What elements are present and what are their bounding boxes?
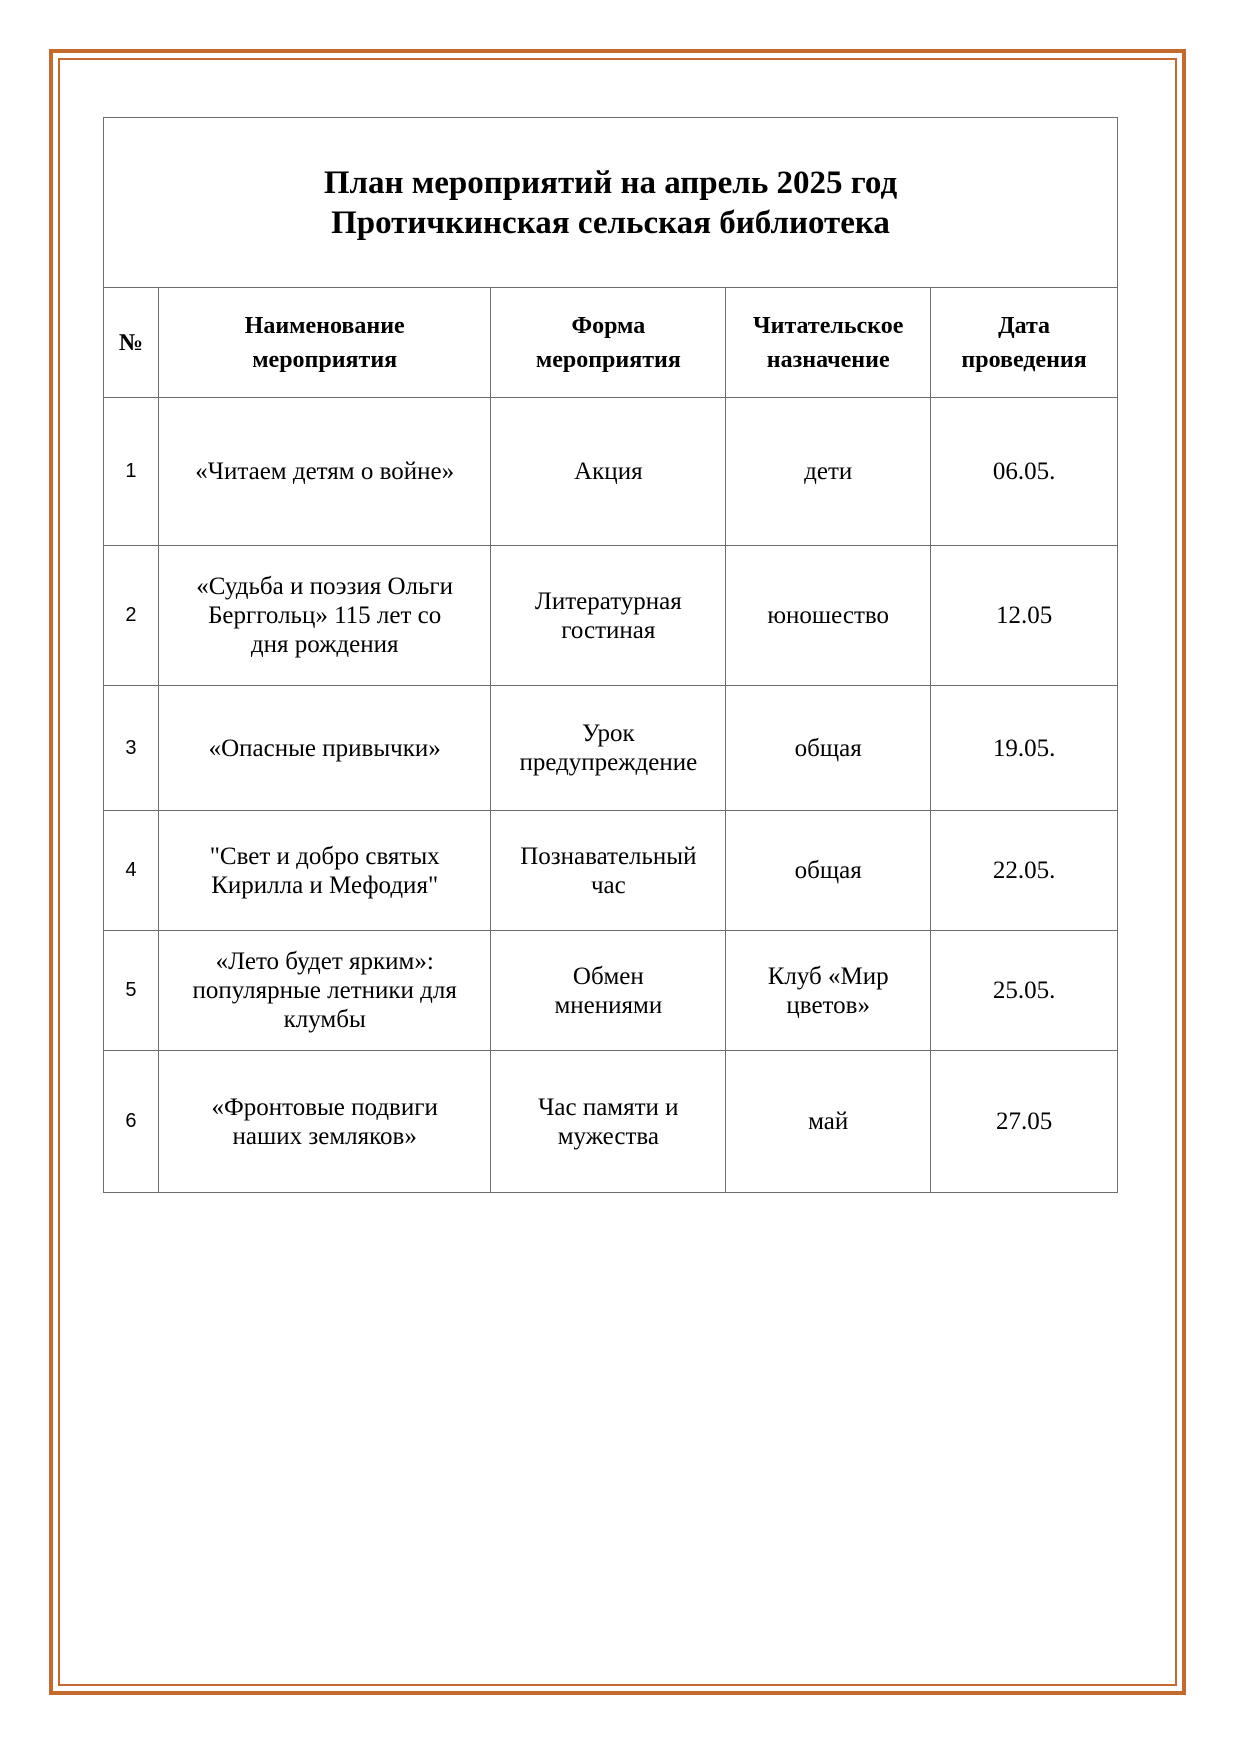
table-row	[104, 686, 1118, 811]
header-audience: Читательское назначение	[726, 288, 931, 398]
audience-cell: общая	[726, 686, 931, 811]
audience-cell: дети	[726, 398, 931, 546]
date-cell: 22.05.	[931, 811, 1118, 931]
row-number: 1	[104, 398, 159, 546]
event-name-cell: «Опасные привычки»	[158, 686, 490, 811]
event-form-cell: Час памяти и мужества	[491, 1051, 726, 1193]
row-number: 2	[104, 546, 159, 686]
header-event-name: Наименование мероприятия	[158, 288, 490, 398]
event-name-cell: «Читаем детям о войне»	[158, 398, 490, 546]
date-cell: 19.05.	[931, 686, 1118, 811]
event-form-cell: Урок предупреждение	[491, 686, 726, 811]
event-form-cell: Познавательный час	[491, 811, 726, 931]
table-row	[104, 931, 1118, 1051]
date-cell: 12.05	[931, 546, 1118, 686]
events-plan-table	[103, 117, 1118, 1193]
header-number: №	[104, 288, 159, 398]
event-form-cell: Акция	[491, 398, 726, 546]
event-name-cell: "Свет и добро святых Кирилла и Мефодия"	[158, 811, 490, 931]
audience-cell: Клуб «Мир цветов»	[726, 931, 931, 1051]
event-form-cell: Обмен мнениями	[491, 931, 726, 1051]
title-line-1: План мероприятий на апрель 2025 год	[323, 164, 898, 201]
event-name-cell: «Лето будет ярким»: популярные летники для клумбы	[158, 931, 490, 1051]
row-number: 5	[104, 931, 159, 1051]
header-date: Дата проведения	[931, 288, 1118, 398]
table-row	[104, 1051, 1118, 1193]
event-form-cell: Литературная гостиная	[491, 546, 726, 686]
row-number: 4	[104, 811, 159, 931]
date-cell: 25.05.	[931, 931, 1118, 1051]
header-event-form: Форма мероприятия	[491, 288, 726, 398]
audience-cell: май	[726, 1051, 931, 1193]
table-row	[104, 398, 1118, 546]
row-number: 3	[104, 686, 159, 811]
event-name-cell: «Судьба и поэзия Ольги Берггольц» 115 лет со дня рождения	[158, 546, 490, 686]
table-title	[104, 118, 1118, 288]
table-row	[104, 546, 1118, 686]
row-number: 6	[104, 1051, 159, 1193]
title-line-2: Протичкинская сельская библиотека	[331, 204, 890, 241]
date-cell: 27.05	[931, 1051, 1118, 1193]
table-row	[104, 811, 1118, 931]
header-row	[104, 288, 1118, 398]
date-cell: 06.05.	[931, 398, 1118, 546]
audience-cell: юношество	[726, 546, 931, 686]
audience-cell: общая	[726, 811, 931, 931]
event-name-cell: «Фронтовые подвиги наших земляков»	[158, 1051, 490, 1193]
